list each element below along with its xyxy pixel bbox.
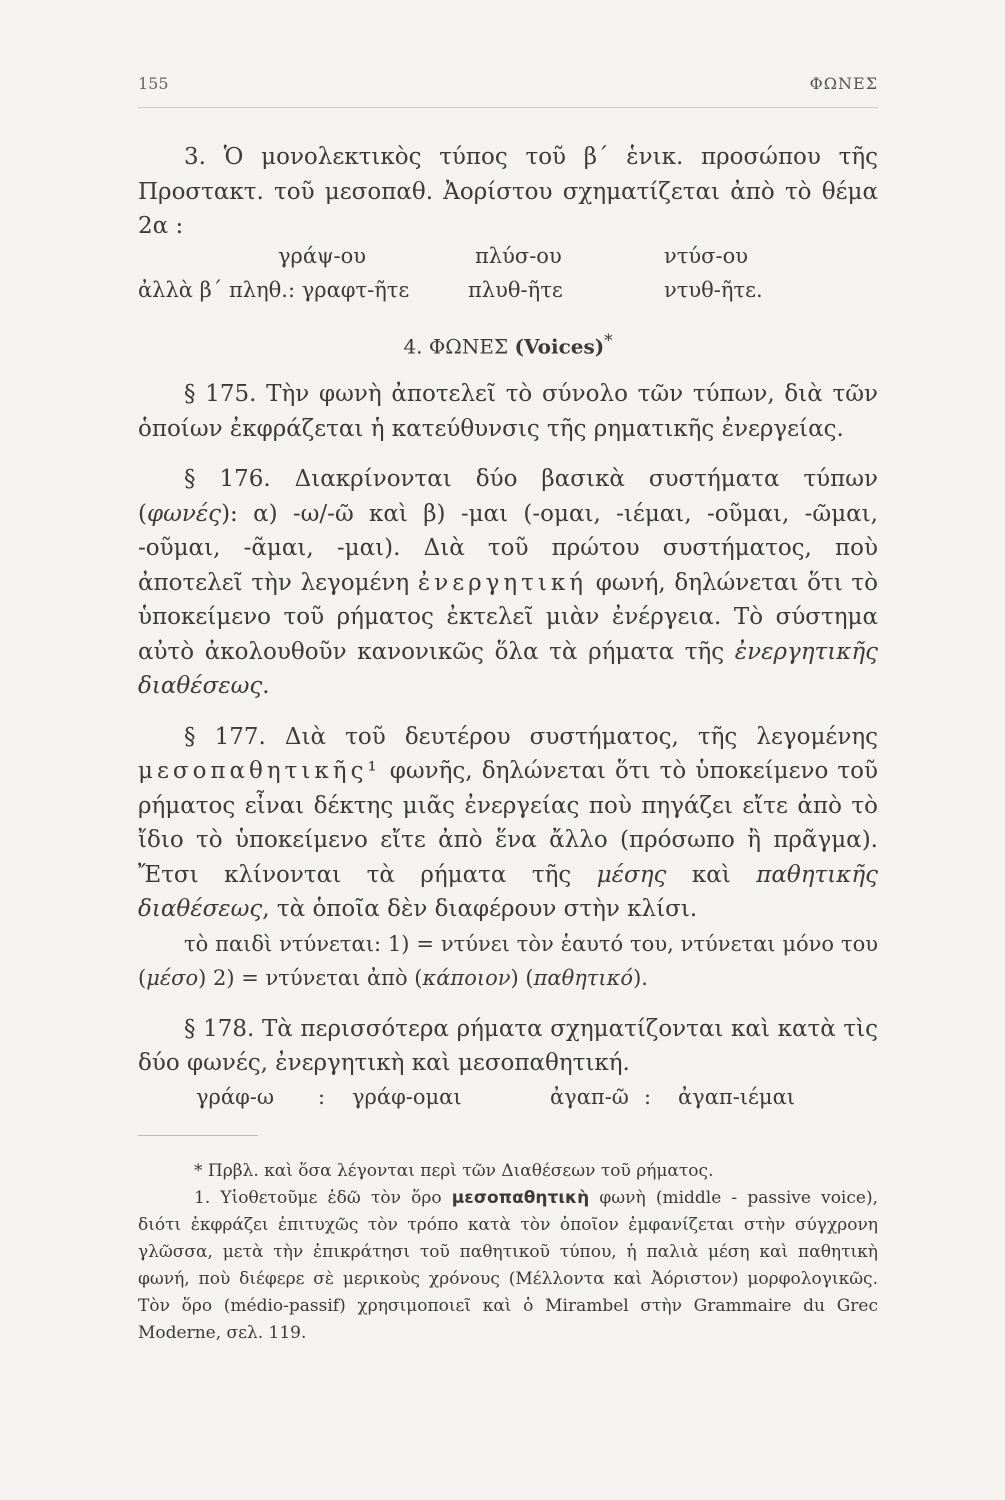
paragraph-177: § 177. Διὰ τοῦ δευτέρου συστήματος, τῆς λεγομένης μεσοπαθητικῆς¹ φωνῆς, δηλώνεται ὅτι τὸ ὑποκείμενο τοῦ ρήματος εἶναι δέκτης μιᾶς ἐνεργείας ποὺ πηγάζει εἴτε ἀπὸ τὸ ἴδιο τὸ ὑποκείμενο εἴτε ἀπὸ ἕνα ἄλλο (πρόσωπο ἢ πρᾶγμα). Ἔτσι κλίνονται τὰ ρήματα τῆς μέσης καὶ παθητικῆς διαθέσεως, τὰ ὁποῖα δὲν διαφέρουν στὴν κλίσι. [138,723,879,923]
header-rule [138,107,878,108]
running-head: ΦΩΝΕΣ [809,74,878,93]
footnote-rule [138,1135,258,1136]
main-text [138,140,878,1119]
page-header [138,74,878,98]
footnote-1: 1. Υἱοθετοῦμε ἐδῶ τὸν ὅρο μεσοπαθητικὴ φωνὴ (middle - passive voice), διότι ἐκφράζει ἐπιτυχῶς τὸν τρόπο κατὰ τὸν ὁποῖον ἐμφανίζεται στὴν σύγχρονη γλῶσσα, μετὰ τὴν ἐπικράτησι τοῦ παθητικοῦ τύπου, ἡ παλιὰ μέση καὶ παθητικὴ φωνή, ποὺ διέφερε σὲ μερικοὺς χρόνους (Μέλλοντα καὶ Ἀόριστον) μορφολογικῶς. Τὸν ὅρο (médio-passif) χρησιμοποιεῖ καὶ ὁ Mirambel στὴν Grammaire du Grec Moderne, σελ. 119. [138,1188,878,1343]
imperative-row-1 [138,244,878,278]
page-number: 155 [138,74,169,93]
paragraph-178: § 178. Τὰ περισσότερα ρήματα σχηματίζονται καὶ κατὰ τὶς δύο φωνές, ἐνεργητικὴ καὶ μεσοπαθητική. [138,1015,878,1077]
form-plysou: πλύσ-ου [475,243,562,268]
heading-greek: ΦΩΝΕΣ [428,334,509,359]
example-178: γράφ-ω : γράφ-ομαι ἀγαπ-ῶ : ἀγαπ-ιέμαι [196,1084,795,1109]
form-grapsou: γράψ-ου [278,243,367,268]
form-ntythite: ντυθ-ῆτε. [664,277,763,302]
heading-english: (Voices) [514,334,605,359]
section-3-text: 3. Ὁ μονολεκτικὸς τύπος τοῦ β΄ ἑνικ. προσώπου τῆς Προστακτ. τοῦ μεσοπαθ. Ἀορίστου σχηματίζεται ἀπὸ τὸ θέμα 2α : [138,144,878,239]
footnotes [138,1158,878,1347]
paragraph-175: § 175. Τὴν φωνὴ ἀποτελεῖ τὸ σύνολο τῶν τύπων, διὰ τῶν ὁποίων ἐκφράζεται ἡ κατεύθυνσις τῆς ρηματικῆς ἐνεργείας. [138,381,878,442]
form-graftite: ἀλλὰ β΄ πληθ.: γραφτ-ῆτε [138,277,410,302]
form-ntysou: ντύσ-ου [664,243,748,268]
paragraph-176: § 176. Διακρίνονται δύο βασικὰ συστήματα τύπων (φωνές): α) -ω/-ῶ καὶ β) -μαι (-ομαι, -ιέμαι, -οῦμαι, -ῶμαι, -οῦμαι, -ᾶμαι, -μαι). Διὰ τοῦ πρώτου συστήματος, ποὺ ἀποτελεῖ τὴν λεγομένη ἐνεργητική φωνή, δηλώνεται ὅτι τὸ ὑποκείμενο τοῦ ρήματος ἐκτελεῖ μιὰν ἐνέργεια. Τὸ σύστημα αὐτὸ ἀκολουθοῦν κανονικῶς ὅλα τὰ ρήματα τῆς ἐνεργητικῆς διαθέσεως. [138,466,878,700]
form-plythite: πλυθ-ῆτε [468,277,563,302]
imperative-row-2 [138,278,878,312]
heading-footnote-mark: * [604,330,613,350]
section-heading [138,324,878,364]
example-177: τὸ παιδὶ ντύνεται: 1) = ντύνει τὸν ἑαυτό του, ντύνεται μόνο του (μέσο) 2) = ντύνεται ἀπὸ (κάποιον) (παθητικό). [138,931,878,991]
heading-number: 4. [403,334,423,359]
footnote-star: * Πρβλ. καὶ ὅσα λέγονται περὶ τῶν Διαθέσεων τοῦ ρήματος. [194,1161,714,1181]
